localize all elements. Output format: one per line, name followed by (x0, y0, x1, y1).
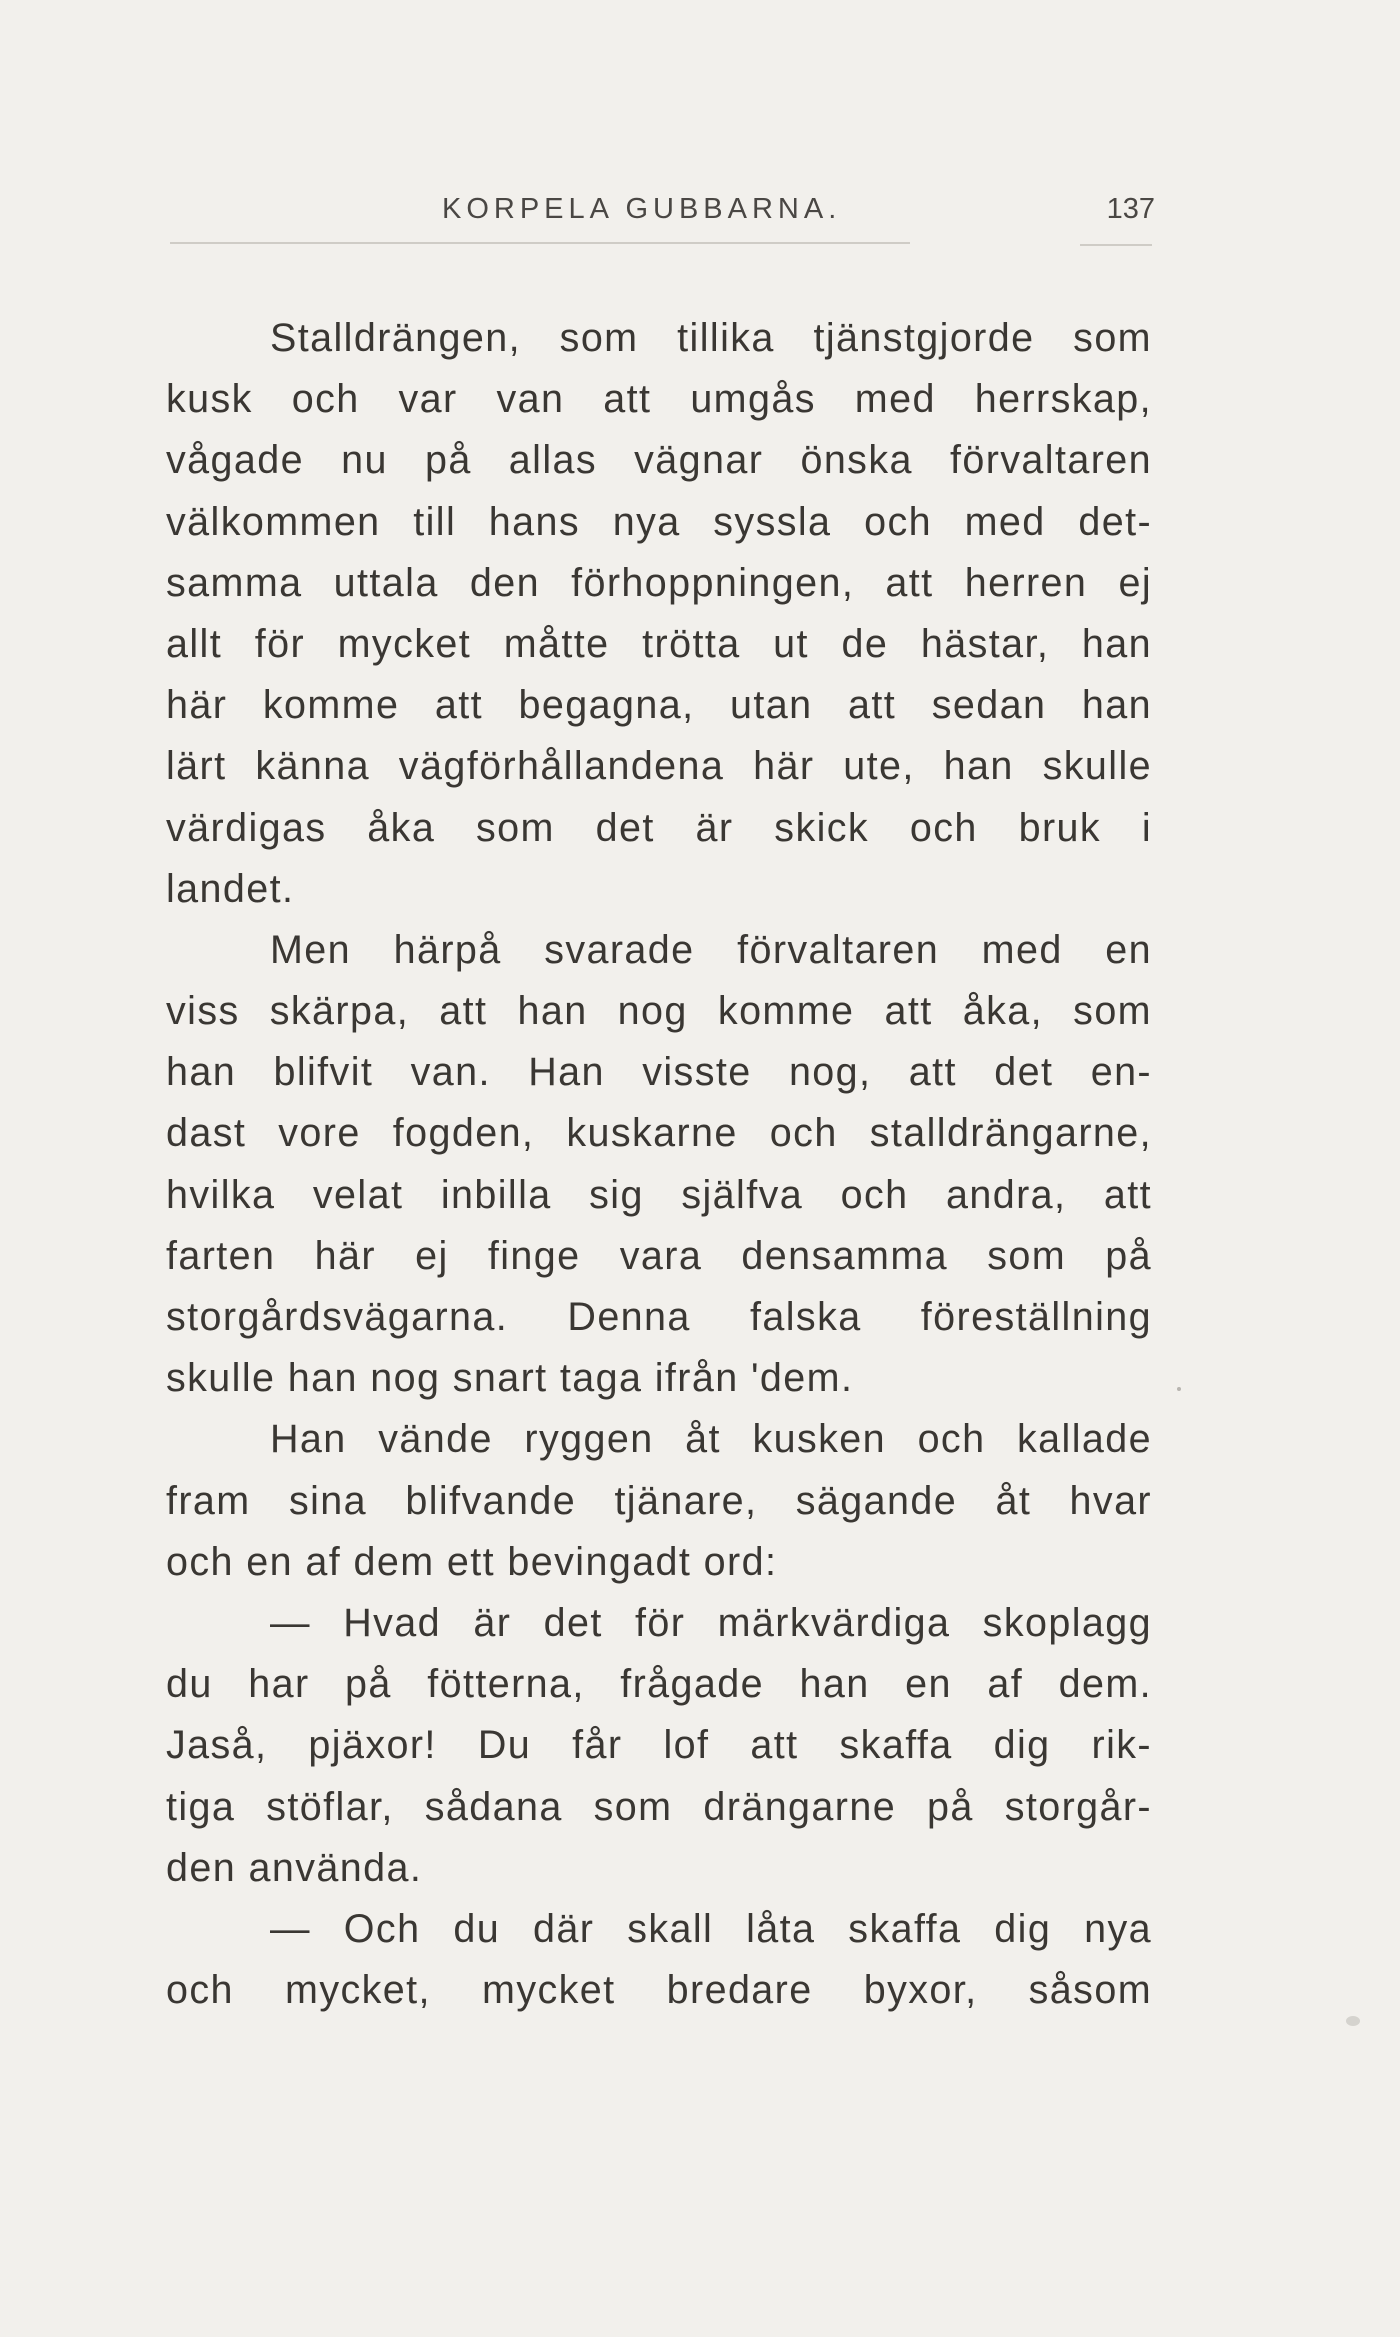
text-line: samma uttala den förhoppningen, att herren ej (166, 560, 1152, 605)
text-line: och en af dem ett bevingadt ord: (166, 1539, 778, 1584)
text-line: dast vore fogden, kuskarne och stalldrängarne, (166, 1111, 1152, 1156)
text-line: — Hvad är det för märkvärdiga skoplagg (270, 1600, 1152, 1645)
text-line: du har på fötterna, frågade han en af dem. (166, 1662, 1152, 1707)
text-line: storgårdsvägarna. Denna falska föreställning (166, 1295, 1152, 1339)
text-line: Jaså, pjäxor! Du får lof att skaffa dig rik- (166, 1723, 1152, 1768)
body-text (166, 308, 1152, 2021)
text-line: fram sina blifvande tjänare, sägande åt hvar (166, 1478, 1152, 1523)
text-line: han blifvit van. Han visste nog, att det en- (166, 1050, 1152, 1095)
running-title: KORPELA GUBBARNA. (442, 193, 842, 225)
page-header (170, 193, 1155, 243)
text-line: och mycket, mycket bredare byxor, såsom (166, 1968, 1152, 2013)
text-line: allt för mycket måtte trötta ut de hästar, han (166, 621, 1152, 666)
text-line: hvilka velat inbilla sig själfva och andra, att (166, 1172, 1152, 1217)
text-line: skulle han nog snart taga ifrån 'dem. (166, 1356, 854, 1401)
text-line: landet. (166, 866, 295, 911)
text-line: kusk och var van att umgås med herrskap, (166, 377, 1152, 422)
text-line: farten här ej finge vara densamma som på (166, 1233, 1152, 1278)
text-line: Han vände ryggen åt kusken och kallade (270, 1417, 1152, 1462)
text-line: lärt känna vägförhållandena här ute, han skulle (166, 744, 1152, 789)
text-line: den använda. (166, 1845, 423, 1890)
header-rule-left (170, 242, 910, 244)
text-line: vågade nu på allas vägnar önska förvaltaren (166, 438, 1152, 483)
text-line: viss skärpa, att han nog komme att åka, som (166, 989, 1152, 1034)
text-line: tiga stöflar, sådana som drängarne på storgår- (166, 1784, 1152, 1829)
text-line: välkommen till hans nya syssla och med det- (166, 499, 1152, 544)
text-line: Stalldrängen, som tillika tjänstgjorde som (270, 316, 1152, 360)
paper-speck (1177, 1387, 1181, 1391)
text-line: — Och du där skall låta skaffa dig nya (270, 1906, 1152, 1951)
paper-speck (1346, 2016, 1360, 2026)
page-number: 137 (1106, 193, 1155, 225)
text-line: Men härpå svarade förvaltaren med en (270, 927, 1152, 972)
text-line: här komme att begagna, utan att sedan han (166, 683, 1152, 728)
text-line: värdigas åka som det är skick och bruk i (166, 805, 1152, 850)
header-rule-right (1080, 244, 1152, 246)
